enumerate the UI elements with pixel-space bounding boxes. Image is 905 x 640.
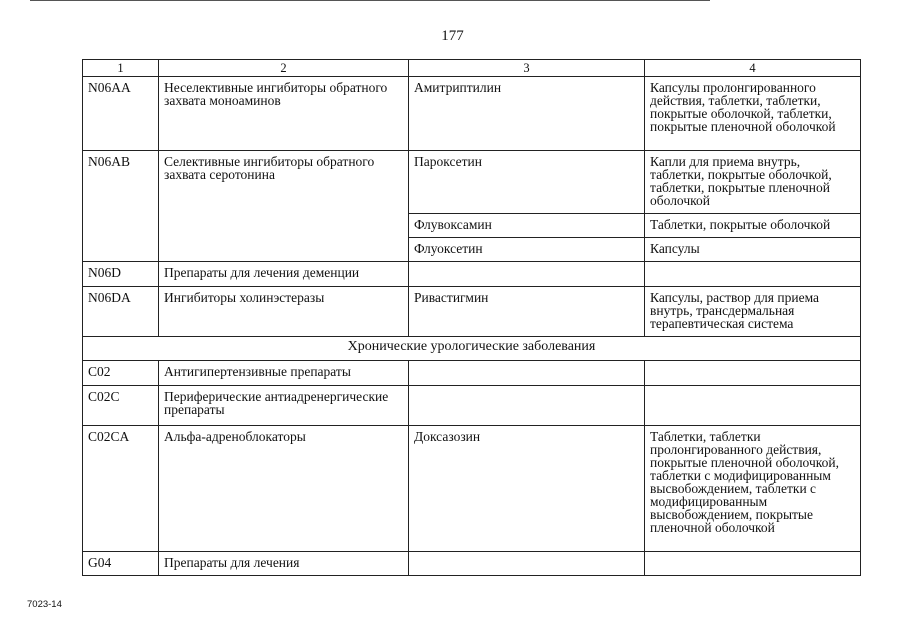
column-number: 4 (645, 60, 861, 77)
dosage-form (645, 262, 861, 287)
atc-code: N06DA (83, 287, 159, 337)
drug-table (82, 59, 861, 576)
column-number: 3 (409, 60, 645, 77)
atc-code: N06AA (83, 77, 159, 151)
atc-code: C02CA (83, 426, 159, 552)
atc-code: N06AB (83, 151, 159, 262)
column-number-row (83, 60, 861, 77)
group-name: Ингибиторы холинэстеразы (159, 287, 409, 337)
atc-code: C02 (83, 361, 159, 386)
top-rule (30, 0, 710, 1)
dosage-form: Капсулы пролонгированного действия, таблетки, таблетки, покрытые оболочкой, таблетки, покрытые пленочной оболочкой (645, 77, 861, 151)
dosage-form (645, 361, 861, 386)
table-row (83, 77, 861, 151)
drug-name: Амитриптилин (409, 77, 645, 151)
form-code: 7023-14 (27, 599, 62, 610)
drug-name: Флувоксамин (409, 214, 645, 238)
table-row (83, 552, 861, 576)
column-number: 1 (83, 60, 159, 77)
dosage-form: Капли для приема внутрь, таблетки, покрытые оболочкой, таблетки, покрытые пленочной оболочкой (645, 151, 861, 214)
group-name: Препараты для лечения (159, 552, 409, 576)
group-name: Антигипертензивные препараты (159, 361, 409, 386)
page-number: 177 (441, 28, 464, 44)
table-row (83, 262, 861, 287)
atc-code: N06D (83, 262, 159, 287)
drug-name: Ривастигмин (409, 287, 645, 337)
dosage-form: Таблетки, таблетки пролонгированного действия, покрытые пленочной оболочкой, таблетки с модифицированным высвобождением, таблетки с модифицированным высвобождением, покрытые пленочной оболочкой (645, 426, 861, 552)
table-row (83, 426, 861, 552)
group-name: Препараты для лечения деменции (159, 262, 409, 287)
dosage-form (645, 552, 861, 576)
drug-name (409, 552, 645, 576)
dosage-form: Капсулы, раствор для приема внутрь, трансдермальная терапевтическая система (645, 287, 861, 337)
section-row (83, 337, 861, 361)
dosage-form (645, 386, 861, 426)
drug-name (409, 262, 645, 287)
atc-code: G04 (83, 552, 159, 576)
table-row (83, 287, 861, 337)
atc-code: C02C (83, 386, 159, 426)
dosage-form: Таблетки, покрытые оболочкой (645, 214, 861, 238)
drug-name: Пароксетин (409, 151, 645, 214)
column-number: 2 (159, 60, 409, 77)
drug-name (409, 361, 645, 386)
drug-name: Флуоксетин (409, 238, 645, 262)
section-heading: Хронические урологические заболевания (83, 337, 861, 361)
group-name: Альфа-адреноблокаторы (159, 426, 409, 552)
table-row (83, 386, 861, 426)
group-name: Неселективные ингибиторы обратного захвата моноаминов (159, 77, 409, 151)
table-row (83, 361, 861, 386)
drug-name (409, 386, 645, 426)
dosage-form: Капсулы (645, 238, 861, 262)
table-row (83, 151, 861, 214)
drug-name: Доксазозин (409, 426, 645, 552)
group-name: Селективные ингибиторы обратного захвата серотонина (159, 151, 409, 262)
group-name: Периферические антиадренергические препараты (159, 386, 409, 426)
